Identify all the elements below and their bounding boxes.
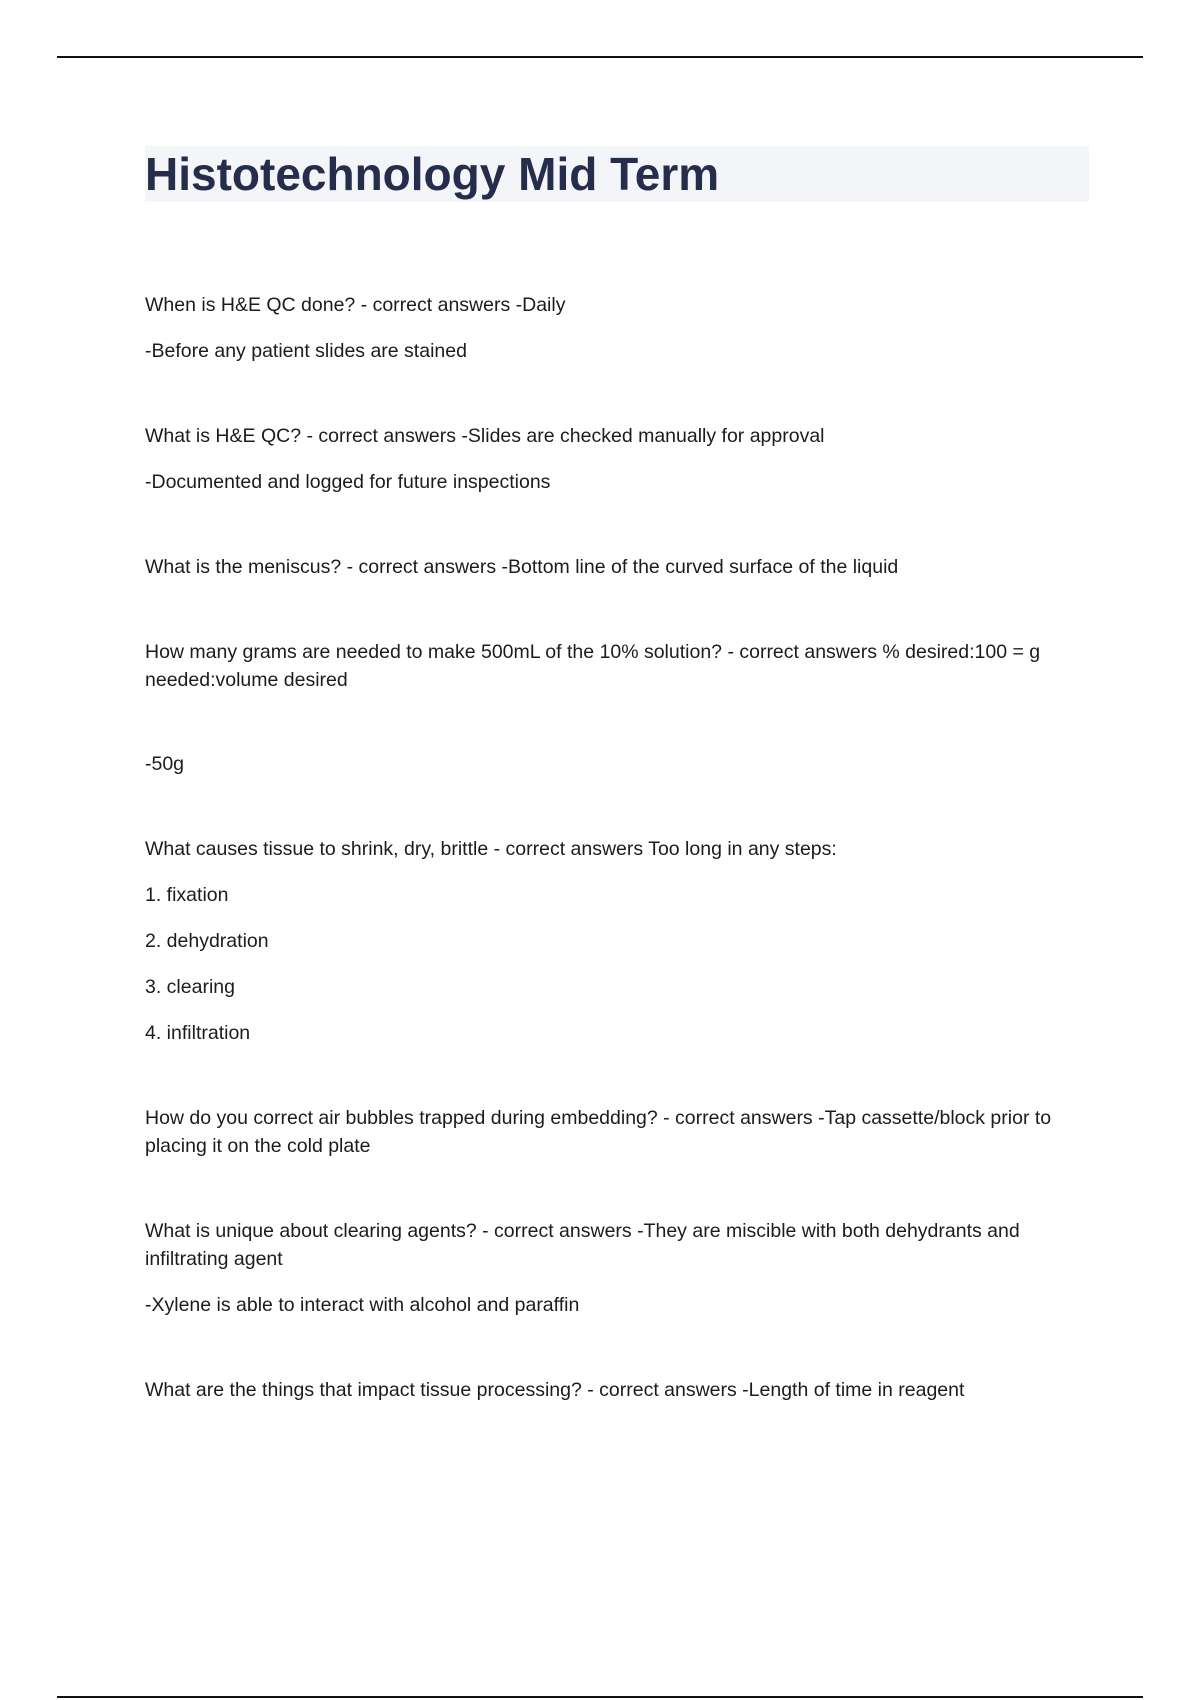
question-line: How do you correct air bubbles trapped during embedding? - correct answers -Tap cassette/block prior to placing it on the cold plate: [145, 1107, 1052, 1157]
qa-item-5: [145, 835, 1095, 1047]
qa-item-2: [145, 422, 1095, 496]
qa-item-3: [145, 553, 1095, 581]
list-item: 2. dehydration: [145, 930, 269, 952]
qa-item-7: [145, 1217, 1095, 1319]
document-body: [145, 291, 1095, 1461]
answer-line: -Xylene is able to interact with alcohol and paraffin: [145, 1294, 580, 1316]
question-line: What is H&E QC? - correct answers -Slides are checked manually for approval: [145, 425, 825, 447]
question-line: What causes tissue to shrink, dry, brittle - correct answers Too long in any steps:: [145, 838, 837, 860]
answer-line: -Documented and logged for future inspections: [145, 471, 551, 493]
answer-line: -Before any patient slides are stained: [145, 340, 467, 362]
question-line: When is H&E QC done? - correct answers -Daily: [145, 294, 566, 316]
list-item: 1. fixation: [145, 884, 229, 906]
footer-rule: [57, 1696, 1143, 1698]
answer-line: -50g: [145, 753, 185, 775]
qa-item-8: [145, 1376, 1095, 1404]
qa-item-1: [145, 291, 1095, 365]
qa-item-4: [145, 638, 1095, 778]
list-item: 3. clearing: [145, 976, 235, 998]
list-item: 4. infiltration: [145, 1022, 251, 1044]
question-line: How many grams are needed to make 500mL of the 10% solution? - correct answers % desired:100 = g needed:volume desired: [145, 641, 1041, 691]
header-rule: [57, 56, 1143, 58]
question-line: What is unique about clearing agents? - correct answers -They are miscible with both dehydrants and infiltrating agent: [145, 1220, 1020, 1270]
page-title: Histotechnology Mid Term: [145, 148, 720, 200]
qa-item-6: [145, 1104, 1095, 1160]
question-line: What are the things that impact tissue processing? - correct answers -Length of time in reagent: [145, 1379, 965, 1401]
question-line: What is the meniscus? - correct answers -Bottom line of the curved surface of the liquid: [145, 556, 899, 578]
